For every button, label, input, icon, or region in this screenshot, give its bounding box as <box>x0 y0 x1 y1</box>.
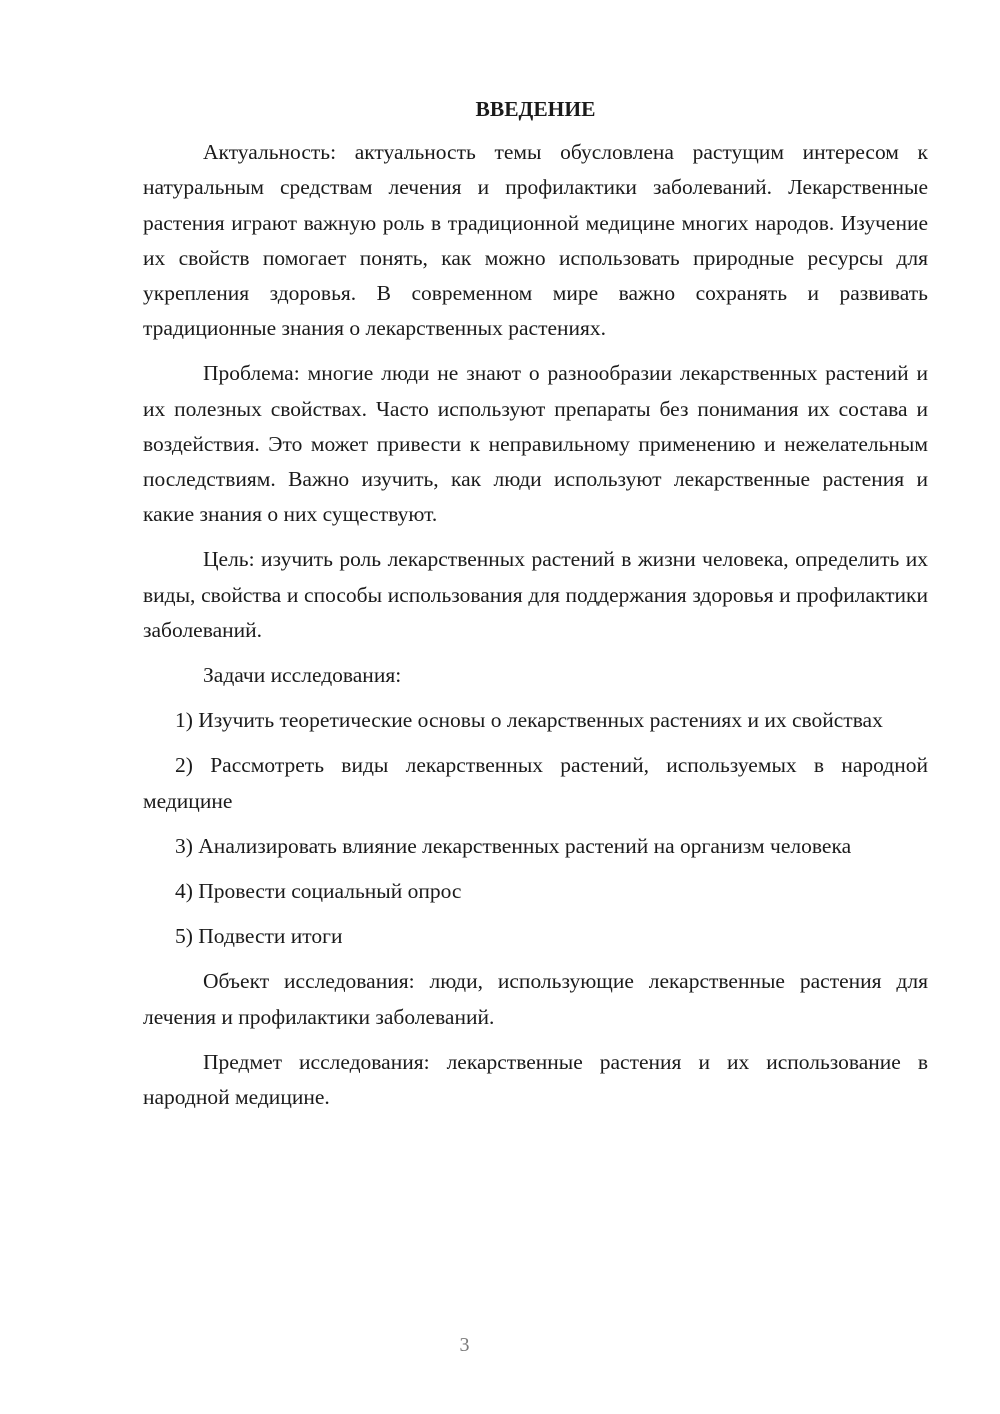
task-item-4: 4) Провести социальный опрос <box>175 879 462 904</box>
task-item-2: 2) Рассмотреть виды лекарственных растений, используемых в народной медицине <box>143 753 928 813</box>
task-item-1: 1) Изучить теоретические основы о лекарственных растениях и их свойствах <box>175 708 883 733</box>
task-item-5: 5) Подвести итоги <box>175 924 343 949</box>
task-item-3: 3) Анализировать влияние лекарственных растений на организм человека <box>175 833 852 858</box>
paragraph-subject: Предмет исследования: лекарственные растения и их использование в народной медицине. <box>143 1049 928 1110</box>
paragraph-problem: Проблема: многие люди не знают о разнообразии лекарственных растений и их полезных свойствах. Часто используют препараты без понимания их состава и воздействия. Это может привести к неправильному применению и нежелательным последствиям. Важно изучить, как люди используют лекарственные растения и какие знания о них существуют. <box>143 361 928 527</box>
paragraph-object: Объект исследования: люди, использующие лекарственные растения для лечения и профилактики заболеваний. <box>143 969 928 1029</box>
tasks-heading: Задачи исследования: <box>203 663 402 688</box>
paragraph-goal: Цель: изучить роль лекарственных растений в жизни человека, определить их виды, свойства и способы использования для поддержания здоровья и профилактики заболеваний. <box>143 547 928 642</box>
section-title: ВВЕДЕНИЕ <box>475 97 596 121</box>
paragraph-relevance: Актуальность: актуальность темы обусловлена растущим интересом к натуральным средствам лечения и профилактики заболеваний. Лекарственные растения играют важную роль в традиционной медицине многих народов. Изучение их свойств помогает понять, как можно использовать природные ресурсы для укрепления здоровья. В современном мире важно сохранять и развивать традиционные знания о лекарственных растениях. <box>143 140 928 341</box>
page-number: 3 <box>459 1334 470 1356</box>
page-content <box>143 92 928 1125</box>
